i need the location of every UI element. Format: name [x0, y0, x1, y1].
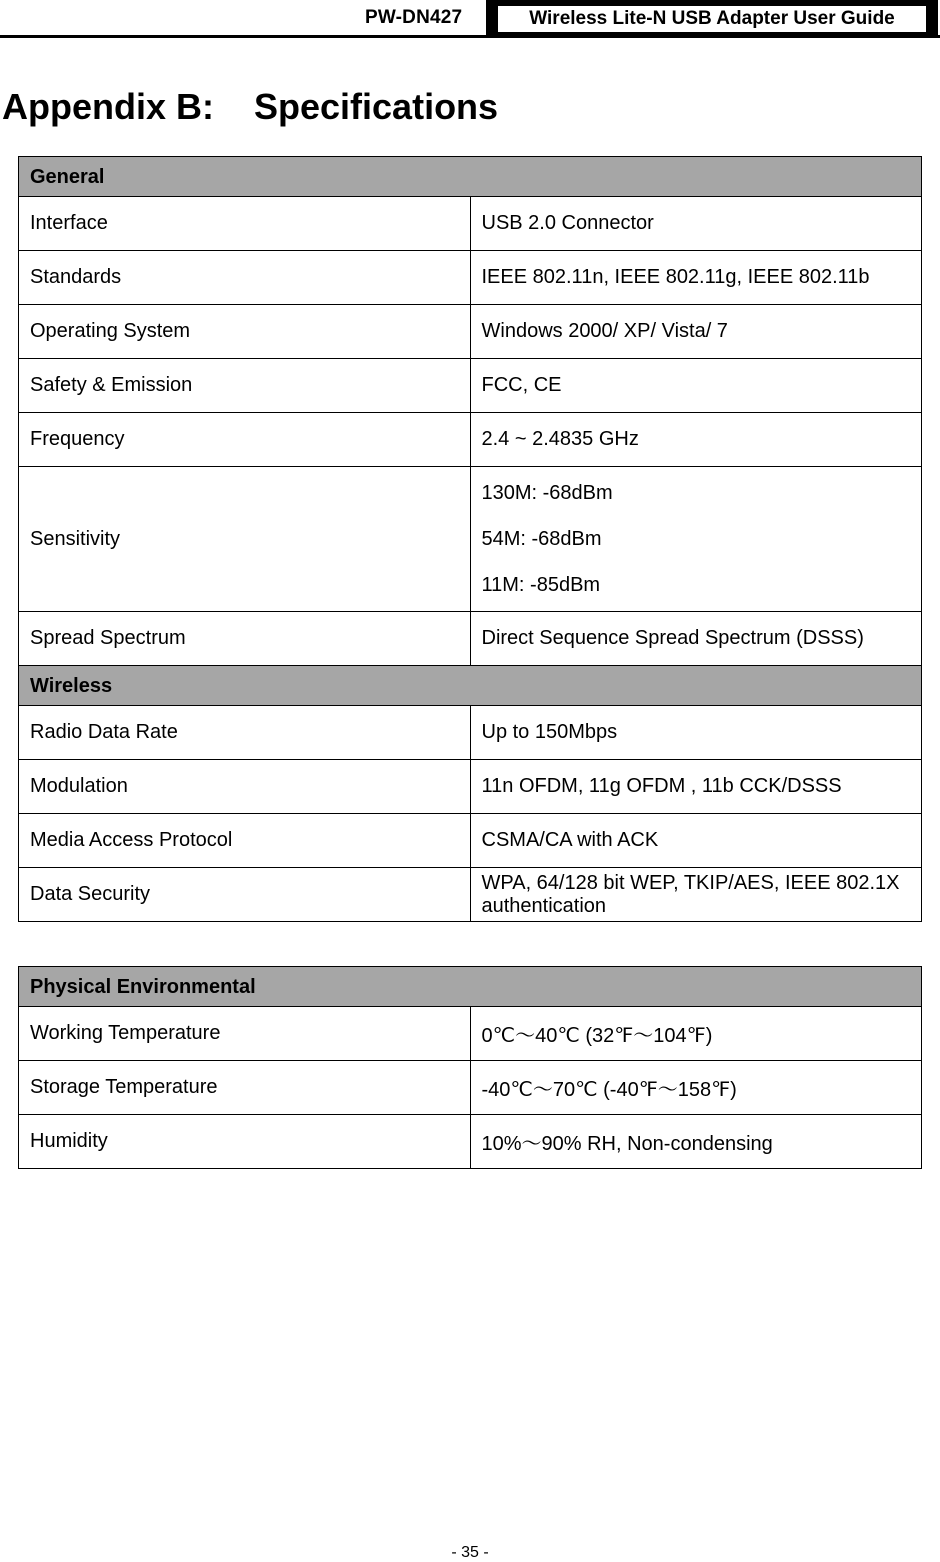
table-row: [19, 1115, 922, 1169]
section-heading-general: General: [19, 157, 922, 197]
spec-value: FCC, CE: [470, 359, 922, 413]
table-row: [19, 612, 922, 666]
spec-value: 11M: -85dBm: [481, 574, 601, 596]
table-row: [19, 868, 922, 922]
spec-value: IEEE 802.11n, IEEE 802.11g, IEEE 802.11b: [470, 251, 922, 305]
spec-label: Humidity: [19, 1115, 471, 1169]
table-row: [19, 305, 922, 359]
table-row: [19, 251, 922, 305]
spec-label: Sensitivity: [19, 467, 471, 612]
spec-value: Windows 2000/ XP/ Vista/ 7: [470, 305, 922, 359]
spec-table-general-wireless: [18, 156, 922, 922]
spec-label: Media Access Protocol: [19, 814, 471, 868]
spec-value: 11n OFDM, 11g OFDM , 11b CCK/DSSS: [470, 760, 922, 814]
spec-label: Data Security: [19, 868, 471, 922]
page-title: Appendix B: Specifications: [2, 86, 499, 127]
section-heading-wireless: Wireless: [19, 666, 922, 706]
table-row: [19, 1061, 922, 1115]
spec-value: -40℃～70℃ (-40℉～158℉): [470, 1061, 922, 1115]
table-row: [19, 814, 922, 868]
spec-label: Safety & Emission: [19, 359, 471, 413]
table-row: [19, 1007, 922, 1061]
section-header-row: [19, 967, 922, 1007]
page-header: [0, 0, 940, 40]
section-header-row: [19, 157, 922, 197]
page-number: - 35 -: [451, 1544, 489, 1561]
spec-label: Spread Spectrum: [19, 612, 471, 666]
spec-label: Working Temperature: [19, 1007, 471, 1061]
table-row: [19, 706, 922, 760]
spec-label: Radio Data Rate: [19, 706, 471, 760]
table-row: [19, 359, 922, 413]
section-header-row: [19, 666, 922, 706]
header-rule: [0, 35, 940, 38]
table-row: [19, 413, 922, 467]
spec-value: 0℃～40℃ (32℉～104℉): [470, 1007, 922, 1061]
table-row: [19, 467, 922, 612]
spec-label: Operating System: [19, 305, 471, 359]
model-name: PW-DN427: [365, 7, 463, 28]
spec-label: Modulation: [19, 760, 471, 814]
spec-label: Frequency: [19, 413, 471, 467]
spec-value: 10%～90% RH, Non-condensing: [470, 1115, 922, 1169]
spec-value: CSMA/CA with ACK: [470, 814, 922, 868]
spec-value: 130M: -68dBm: [481, 482, 613, 504]
table-row: [19, 760, 922, 814]
spec-value-list: [470, 467, 922, 612]
spec-value: Up to 150Mbps: [470, 706, 922, 760]
spec-value: WPA, 64/128 bit WEP, TKIP/AES, IEEE 802.1X authentication: [470, 868, 922, 922]
section-heading-physical: Physical Environmental: [19, 967, 922, 1007]
spec-table-physical: [18, 966, 922, 1169]
spec-value: 54M: -68dBm: [481, 528, 602, 550]
spec-value: Direct Sequence Spread Spectrum (DSSS): [470, 612, 922, 666]
table-row: [19, 197, 922, 251]
guide-title: Wireless Lite-N USB Adapter User Guide: [498, 6, 926, 32]
spec-value: 2.4 ~ 2.4835 GHz: [470, 413, 922, 467]
spec-value: USB 2.0 Connector: [470, 197, 922, 251]
spec-label: Interface: [19, 197, 471, 251]
spec-label: Storage Temperature: [19, 1061, 471, 1115]
spec-label: Standards: [19, 251, 471, 305]
